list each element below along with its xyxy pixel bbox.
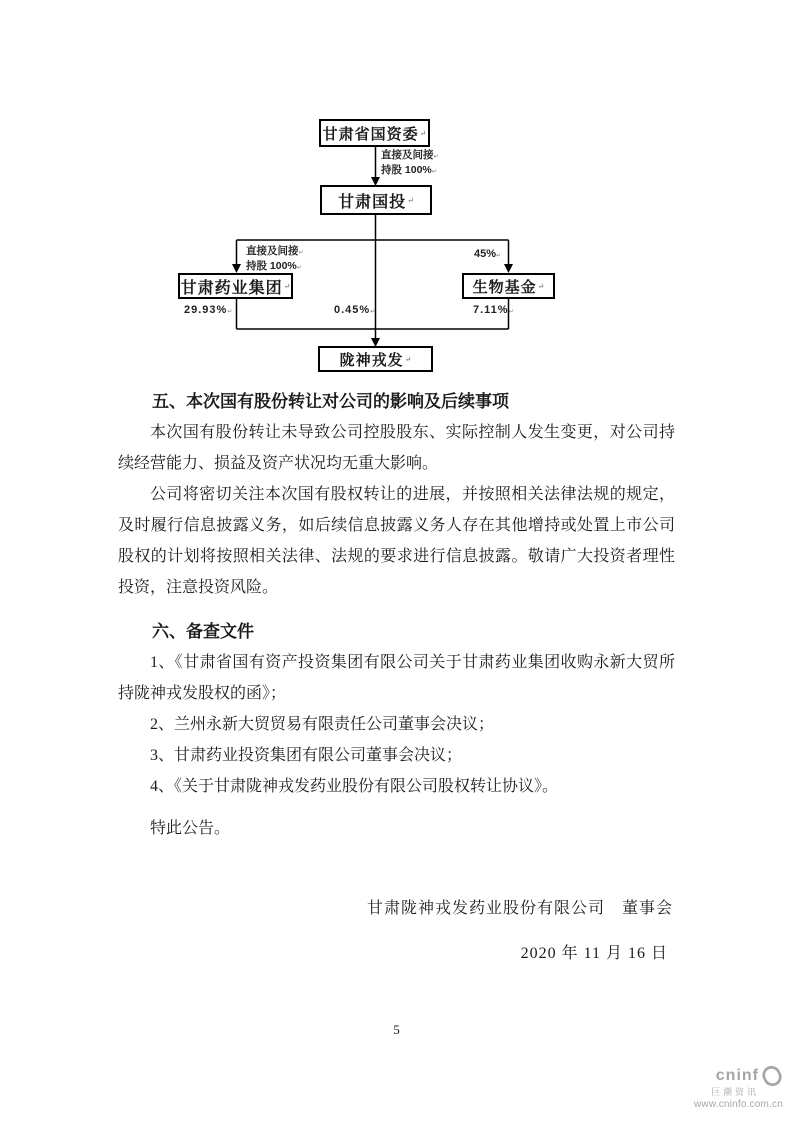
node-fund-label: 生物基金	[472, 279, 537, 296]
node-guotou	[320, 185, 432, 215]
edge-label-left-holding	[246, 245, 304, 275]
paragraph-mark: ↵	[370, 309, 377, 315]
node-yaoye-label: 甘肃药业集团	[180, 279, 283, 297]
signature-date: 2020 年 11 月 16 日	[520, 945, 668, 962]
paragraph-mark: ↵	[407, 195, 414, 205]
document-list-item: 1、《甘肃省国有资产投资集团有限公司关于甘肃药业集团收购永新大贸所持陇神戎发股权的函》；	[118, 654, 675, 702]
edge-label-top-holding	[381, 149, 439, 179]
paragraph-mark: ↵	[419, 128, 427, 138]
stake-value: 29.93%	[184, 304, 228, 316]
page-number: 5	[393, 1022, 400, 1037]
paragraph-mark: ↵	[296, 265, 302, 271]
node-fund	[462, 273, 555, 299]
cninfo-logo-subtitle: 巨潮资讯	[710, 1087, 759, 1097]
paragraph-mark: ↵	[283, 281, 291, 291]
stake-label-yaoye	[184, 304, 233, 316]
node-longshen	[318, 346, 433, 372]
paragraph-mark: ↵	[508, 309, 515, 315]
edge-label-45pct	[474, 248, 501, 263]
section-heading-6: 六、备查文件	[152, 622, 254, 641]
stake-label-guotou	[334, 304, 376, 316]
paragraph-mark: ↵	[227, 309, 234, 315]
edge-label-text: 持股 100%	[246, 260, 297, 272]
cninfo-logo-text: cninf	[715, 1067, 759, 1084]
edge-label-text: 直接及间接	[246, 245, 299, 257]
ownership-structure-chart	[0, 0, 793, 400]
node-sasac-label: 甘肃省国资委	[322, 126, 419, 143]
node-sasac	[319, 119, 430, 147]
document-list-item: 3、甘肃药业投资集团有限公司董事会决议；	[150, 747, 463, 764]
document-list-item: 2、兰州永新大贸贸易有限责任公司董事会决议；	[150, 716, 495, 733]
edge-label-text: 45%	[474, 248, 497, 260]
paragraph: 公司将密切关注本次国有股权转让的进展，并按照相关法律法规的规定，及时履行信息披露义务，如后续信息披露义务人存在其他增持或处置上市公司股权的计划将按照相关法律、法规的要求进行信息披露。敬请广大投资者理性投资，注意投资风险。	[118, 486, 675, 596]
paragraph: 本次国有股份转让未导致公司控股股东、实际控制人发生变更，对公司持续经营能力、损益及资产状况均无重大影响。	[118, 424, 675, 472]
edge-label-text: 持股 100%	[381, 164, 432, 176]
stake-value: 7.11%	[473, 304, 509, 316]
paragraph-mark: ↵	[537, 281, 545, 291]
paragraph-mark: ↵	[431, 169, 437, 175]
document-body	[118, 386, 675, 844]
stake-value: 0.45%	[334, 304, 371, 316]
node-guotou-label: 甘肃国投	[338, 193, 407, 211]
paragraph-mark: ↵	[433, 154, 439, 160]
stake-label-fund	[473, 304, 515, 316]
signature-block	[367, 893, 673, 970]
paragraph-mark: ↵	[496, 253, 502, 259]
closing-statement: 特此公告。	[150, 820, 231, 837]
document-list-item: 4、《关于甘肃陇神戎发药业股份有限公司股权转让协议》。	[150, 778, 559, 795]
section-heading-5: 五、本次国有股份转让对公司的影响及后续事项	[152, 392, 509, 411]
signature-company: 甘肃陇神戎发药业股份有限公司 董事会	[366, 900, 673, 917]
paragraph-mark: ↵	[404, 354, 412, 364]
cninfo-logo-url: www.cninfo.com.cn	[694, 1099, 783, 1110]
cninfo-logo	[694, 1065, 783, 1110]
edge-label-text: 直接及间接	[381, 149, 434, 161]
node-yaoye	[178, 273, 293, 299]
cninfo-swirl-icon	[761, 1065, 783, 1087]
node-longshen-label: 陇神戎发	[339, 352, 404, 369]
paragraph-mark: ↵	[298, 250, 304, 256]
